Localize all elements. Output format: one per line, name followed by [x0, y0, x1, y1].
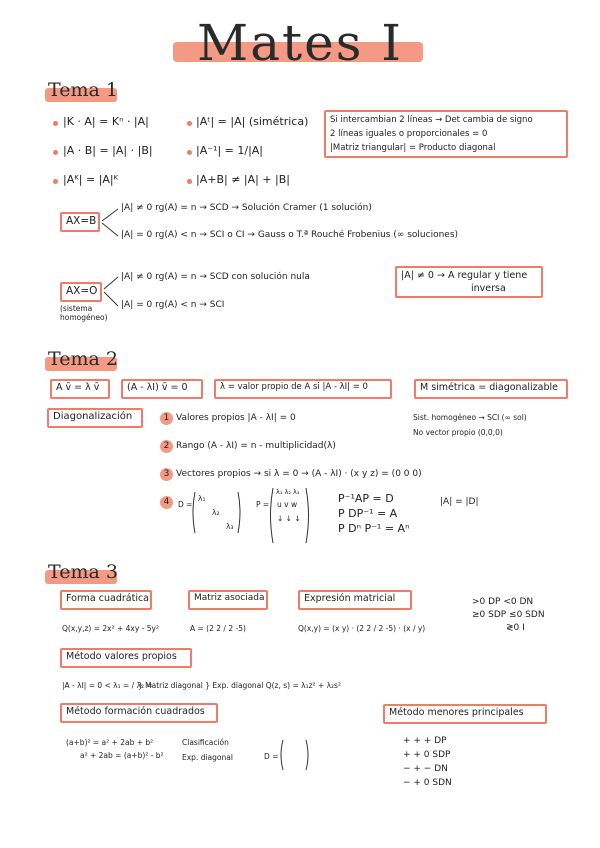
step-4-number: 4 [160, 496, 173, 509]
step-2-number: 2 [160, 440, 173, 453]
eq-an: P Dⁿ P⁻¹ = Aⁿ [338, 522, 410, 535]
tema3-heading: Tema 3 [48, 561, 118, 583]
p-head: λ₁ λ₂ λ₃ [276, 488, 300, 496]
axb-case-2: |A| = 0 rg(A) < n → SCI o CI → Gauss o T.ª Rouché Frobenius (∞ soluciones) [121, 230, 459, 240]
class-3: ≷0 I [506, 623, 525, 633]
forma-cuadratica-box: Forma cuadrática [60, 590, 152, 610]
prop-4: |Aᵗ| = |A| (simétrica) [196, 115, 309, 128]
exp-diagonal-label: Exp. diagonal [182, 753, 233, 762]
d-lambda-2: λ₂ [212, 508, 220, 517]
inverse-line-1: |A| ≠ 0 → A regular y tiene [401, 270, 528, 281]
minor-row-3: − + − DN [403, 764, 448, 774]
det-rule-3: |Matriz triangular| = Producto diagonal [330, 143, 496, 153]
d-label: D = [178, 500, 193, 509]
prop-1: |K · A| = Kⁿ · |A| [63, 115, 149, 128]
inverse-line-2: inversa [471, 283, 506, 294]
eigen-eq-box: A v̄ = λ v̄ [50, 379, 110, 399]
ax0-note-1: (sistema [60, 304, 93, 313]
det-rule-1: Si intercambian 2 líneas → Det cambia de signo [330, 115, 533, 125]
associated-matrix: A = (2 2 / 2 -5) [190, 624, 246, 633]
p-row-1: u v w [277, 500, 298, 509]
prop-6: |A+B| ≠ |A| + |B| [196, 173, 291, 186]
diagonalizacion-box: Diagonalización [47, 408, 143, 428]
minor-row-2: + + 0 SDP [403, 750, 451, 760]
expresion-matricial-box: Expresión matricial [298, 590, 412, 610]
ax0-note-2: homogéneo) [60, 313, 108, 322]
minor-row-1: + + + DP [403, 736, 447, 746]
ax0-case-2: |A| = 0 rg(A) < n → SCI [121, 300, 225, 310]
prop-5: |A⁻¹| = 1/|A| [196, 144, 264, 157]
eigenvalue-def-box: λ = valor propio de A si |A - λI| = 0 [214, 379, 392, 399]
mvp-result: } Matriz diagonal } Exp. diagonal Q(z, s) = λ₁z² + λ₂s² [138, 681, 341, 690]
matriz-asociada-box: Matriz asociada [188, 590, 268, 610]
metodo-formacion-cuadrados-box: Método formación cuadrados [60, 703, 218, 723]
mvp-equation: |A - λI| = 0 < λ₁ = / λ₂ = [62, 681, 153, 690]
class-1: >0 DP <0 DN [472, 597, 534, 607]
quadratic-form: Q(x,y,z) = 2x² + 4xy - 5y² [62, 624, 159, 633]
prop-3: |Aᴷ| = |A|ᴷ [63, 173, 119, 186]
d-lambda-3: λ₃ [226, 522, 234, 531]
axb-case-1: |A| ≠ 0 rg(A) = n → SCD → Solución Cramer (1 solución) [121, 203, 372, 213]
p-label: P = [256, 500, 270, 509]
square-formula-2: a² + 2ab = (a+b)² - b² [80, 751, 164, 760]
metodo-menores-principales-box: Método menores principales [383, 704, 547, 724]
d-lambda-1: λ₁ [198, 494, 206, 503]
eq-diag: P⁻¹AP = D [338, 492, 394, 505]
axb-box: AX=B [60, 212, 100, 232]
step-3-text: Vectores propios → si λ = 0 → (A - λI) · (x y z) = (0 0 0) [176, 469, 422, 479]
prop-2: |A · B| = |A| · |B| [63, 144, 153, 157]
step-3-number: 3 [160, 468, 173, 481]
ax0-case-1: |A| ≠ 0 rg(A) = n → SCD con solución nula [121, 272, 310, 282]
side-note-1: Sist. homogéneo → SCI (∞ sol) [413, 413, 527, 422]
step-1-number: 1 [160, 412, 173, 425]
clasificacion-label: Clasificación [182, 738, 229, 747]
eq-det: |A| = |D| [440, 497, 479, 507]
eq-a: P DP⁻¹ = A [338, 507, 398, 520]
side-note-2: No vector propio (0,0,0) [413, 428, 503, 437]
d-matrix-label: D = [264, 752, 279, 761]
square-formula-1: (a+b)² = a² + 2ab + b² [66, 738, 154, 747]
step-2-text: Rango (A - λI) = n - multiplicidad(λ) [176, 441, 336, 451]
eigen-homog-box: (A - λI) v̄ = 0 [121, 379, 203, 399]
tema1-heading: Tema 1 [48, 79, 118, 101]
p-row-2: ↓ ↓ ↓ [277, 514, 301, 523]
tema2-heading: Tema 2 [48, 348, 118, 370]
step-1-text: Valores propios |A - λI| = 0 [176, 413, 296, 423]
metodo-valores-propios-box: Método valores propios [60, 648, 192, 668]
symmetric-box: M simétrica = diagonalizable [414, 379, 568, 399]
page-title: Mates I [197, 14, 403, 72]
minor-row-4: − + 0 SDN [403, 778, 452, 788]
matrix-expression: Q(x,y) = (x y) · (2 2 / 2 -5) · (x / y) [298, 624, 426, 633]
class-2: ≥0 SDP ≤0 SDN [472, 610, 545, 620]
ax0-box: AX=O [60, 282, 102, 302]
det-rule-2: 2 líneas iguales o proporcionales = 0 [330, 129, 488, 139]
